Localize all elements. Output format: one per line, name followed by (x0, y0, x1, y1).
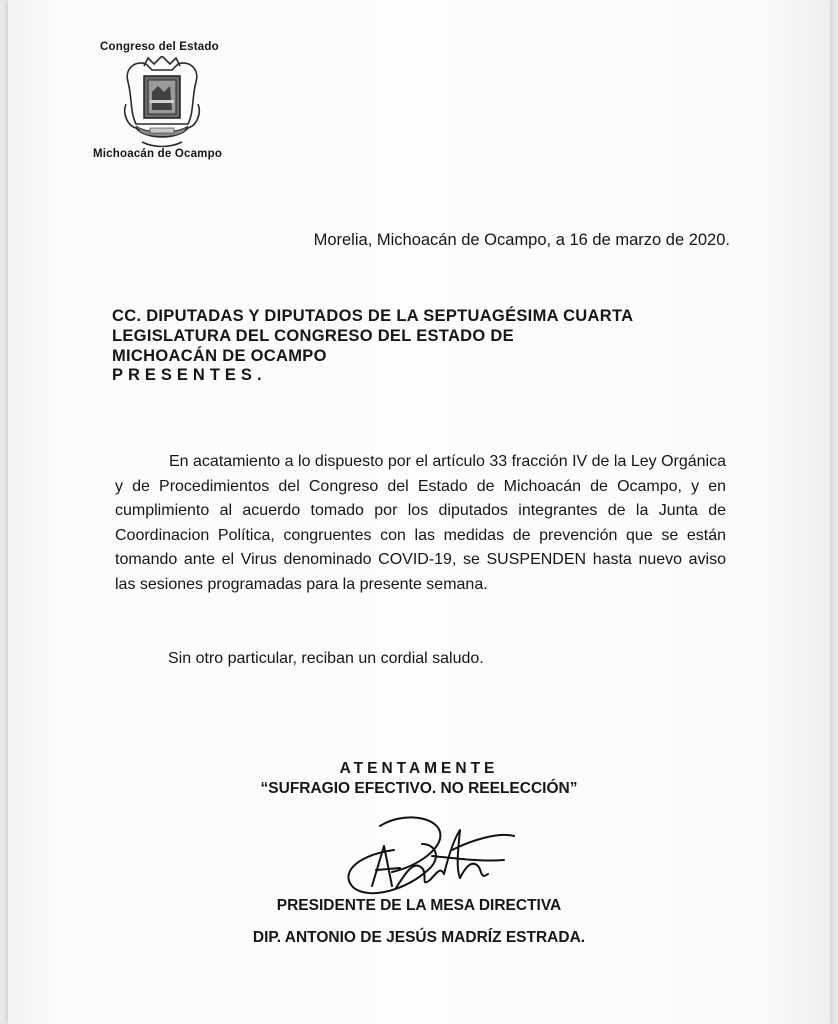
coat-of-arms-icon (122, 56, 202, 148)
date-line: Morelia, Michoacán de Ocampo, a 16 de marzo de 2020. (313, 231, 730, 249)
presentes: PRESENTES. (112, 366, 267, 384)
body-paragraph: En acatamiento a lo dispuesto por el artículo 33 fracción IV de la Ley Orgánica y de Procedimientos del Congreso del Estado de Michoacán de Ocampo, y en cumplimiento al acuerdo tomado por los diputados integrantes de la Junta de Coordinacion Política, congruentes con las medidas de prevención que se están tomando ante el Virus denominado COVID-19, se SUSPENDEN hasta nuevo aviso las sesiones programadas para la presente semana. (115, 453, 726, 593)
addressee-line-3: MICHOACÁN DE OCAMPO (112, 347, 327, 365)
addressee-line-1: CC. DIPUTADAS Y DIPUTADOS DE LA SEPTUAGÉSIMA CUARTA (112, 307, 634, 325)
atentamente: ATENTAMENTE (339, 760, 499, 777)
handwritten-signature-icon (332, 810, 542, 900)
signer-position: PRESIDENTE DE LA MESA DIRECTIVA (276, 897, 562, 914)
closing-line: Sin otro particular, reciban un cordial saludo. (168, 650, 484, 667)
addressee-line-2: LEGISLATURA DEL CONGRESO DEL ESTADO DE (112, 327, 514, 345)
signer-name: DIP. ANTONIO DE JESÚS MADRÍZ ESTRADA. (252, 929, 586, 946)
lema: “SUFRAGIO EFECTIVO. NO REELECCIÓN” (260, 780, 578, 797)
org-name-top: Congreso del Estado (100, 41, 219, 53)
org-name-bottom: Michoacán de Ocampo (93, 148, 223, 160)
